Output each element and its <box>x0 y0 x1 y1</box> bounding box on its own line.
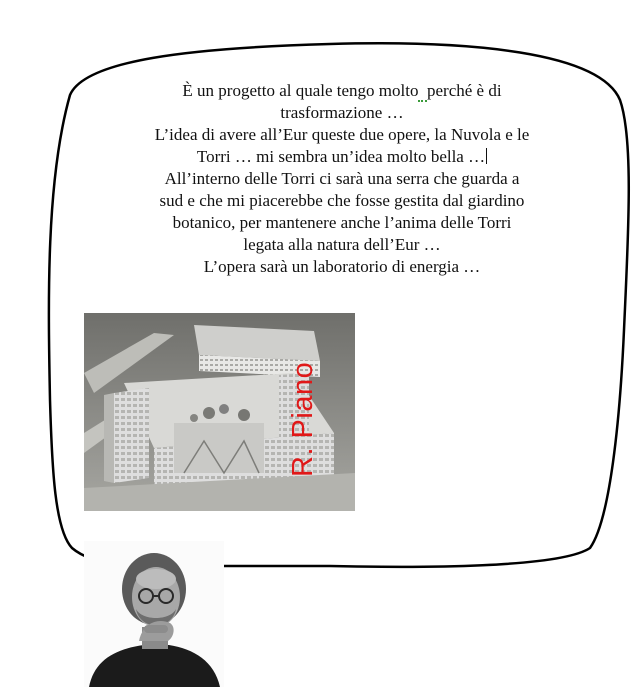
text-cursor <box>486 148 487 164</box>
portrait-photo <box>84 541 224 687</box>
quote-line-1: È un progetto al quale tengo molto perché è di <box>182 81 502 100</box>
quote-line-9: L’opera sarà un laboratorio di energia … <box>203 257 481 276</box>
quote-line-2: trasformazione … <box>280 103 404 122</box>
quote-line-4: Torri … mi sembra un’idea molto bella … <box>196 147 486 166</box>
quote-line-3: L’idea di avere all’Eur queste due opere, la Nuvola e le <box>154 125 530 144</box>
man-portrait <box>84 541 224 687</box>
quote-line-6: sud e che mi piacerebbe che fosse gestita dal giardino <box>159 191 525 210</box>
quote-line-8: legata alla natura dell’Eur … <box>243 235 441 254</box>
signature-r-piano: R. Piano <box>287 361 319 477</box>
quote-text <box>92 80 592 278</box>
quote-line-5: All’interno delle Torri ci sarà una serra che guarda a <box>164 169 520 188</box>
quote-line-7: botanico, per mantenere anche l’anima delle Torri <box>172 213 512 232</box>
